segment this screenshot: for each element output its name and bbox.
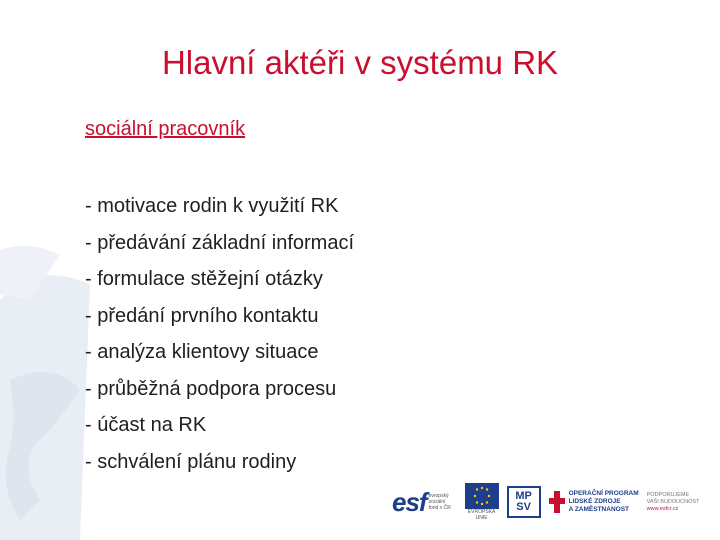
slide-title: Hlavní aktéři v systému RK bbox=[161, 44, 559, 81]
list-item: - analýza klientovy situace bbox=[85, 341, 319, 363]
list-item: - účast na RK bbox=[85, 414, 207, 436]
esf-logo: esf evropský sociální fond v ČR bbox=[392, 486, 451, 517]
slide-subtitle: sociální pracovník bbox=[85, 118, 246, 140]
list-item: - předávání základní informací bbox=[85, 231, 355, 254]
op-cross-icon bbox=[549, 491, 565, 513]
footer-logos bbox=[392, 480, 712, 524]
mpsv-logo: MP SV bbox=[507, 486, 541, 518]
list-item: - předání prvního kontaktu bbox=[85, 304, 319, 327]
support-text: PODPORUJEME VAŠI BUDOUCNOST www.esfcr.cz bbox=[646, 491, 700, 512]
op-logo: OPERAČNÍ PROGRAM LIDSKÉ ZDROJE A ZAMĚSTNANOST bbox=[549, 490, 639, 514]
list-item: - průběžná podpora procesu bbox=[85, 377, 337, 400]
eu-flag-icon bbox=[465, 483, 499, 509]
bullet-list bbox=[85, 188, 354, 480]
eu-logo: EVROPSKÁ UNIE bbox=[465, 483, 499, 521]
list-item: - schválení plánu rodiny bbox=[85, 450, 297, 473]
list-item: - formulace stěžejní otázky bbox=[85, 268, 323, 290]
list-item: - motivace rodin k využití RK bbox=[85, 195, 339, 217]
